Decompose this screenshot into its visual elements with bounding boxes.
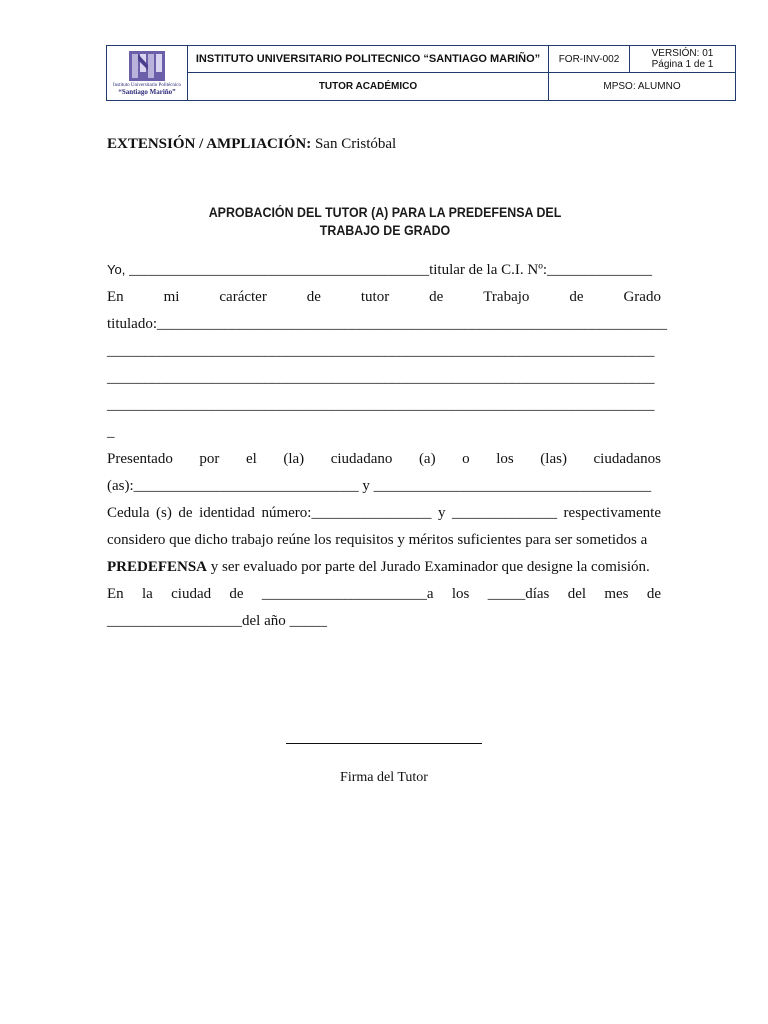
body-line-10 — [107, 503, 661, 530]
institute-name: INSTITUTO UNIVERSITARIO POLITECNICO “SANTIAGO MARIÑO” — [188, 46, 549, 73]
page-label: Página 1 de 1 — [651, 59, 714, 70]
word: de — [178, 505, 193, 521]
body-line-9: (as):______________________________ y _____________________________________ — [107, 478, 652, 494]
word: de — [306, 289, 321, 305]
word: de — [646, 586, 661, 602]
word: mi — [163, 289, 180, 305]
extension-value: San Cristóbal — [311, 136, 397, 152]
word: respectivamente — [563, 505, 661, 521]
word: carácter — [219, 289, 267, 305]
word: En — [107, 586, 124, 602]
word: de — [429, 289, 444, 305]
form-code: FOR-INV-002 — [549, 46, 630, 73]
predefensa-rest: y ser evaluado por parte del Jurado Examinador que designe la comisión. — [207, 559, 650, 575]
body-line-2 — [107, 287, 661, 314]
body-line-5: _________________________________________________________________________ — [107, 370, 655, 386]
word: (s) — [156, 505, 172, 521]
word: ______________ — [452, 505, 558, 521]
body-line-8 — [107, 449, 661, 476]
version-cell — [630, 46, 736, 73]
word: identidad — [199, 505, 255, 521]
yo-fields: ________________________________________titular de la C.I. Nº:______________ — [125, 262, 653, 278]
institute-logo-icon — [129, 51, 165, 81]
body-line-6: _________________________________________________________________________ — [107, 397, 655, 413]
word: En — [107, 289, 124, 305]
word: el — [245, 451, 257, 467]
extension-label: EXTENSIÓN / AMPLIACIÓN: — [107, 136, 312, 152]
word: (a) — [418, 451, 436, 467]
word: (la) — [283, 451, 305, 467]
word: tutor — [360, 289, 390, 305]
tutor-subtitle: TUTOR ACADÉMICO — [188, 73, 549, 101]
signature-label: Firma del Tutor — [340, 770, 428, 785]
form-title-line1: APROBACIÓN DEL TUTOR (A) PARA LA PREDEFENSA DEL — [208, 205, 562, 220]
word: por — [199, 451, 220, 467]
word: (las) — [540, 451, 567, 467]
word: ciudadanos — [593, 451, 661, 467]
word: de — [229, 586, 244, 602]
word: los — [451, 586, 470, 602]
word: número:________________ — [261, 505, 432, 521]
predefensa-label: PREDEFENSA — [107, 559, 208, 575]
word: de — [569, 289, 584, 305]
word: ______________________a — [261, 586, 434, 602]
form-body — [107, 260, 667, 638]
word: o — [462, 451, 470, 467]
body-line-1 — [107, 260, 661, 287]
word: Grado — [623, 289, 661, 305]
word: ciudad — [171, 586, 212, 602]
header-table — [106, 45, 736, 101]
form-title-line2: TRABAJO DE GRADO — [319, 223, 451, 238]
form-title — [129, 204, 641, 240]
body-line-12 — [107, 557, 661, 584]
extension-line — [107, 136, 396, 153]
signature-line — [286, 743, 482, 744]
logo-text-line2: “Santiago Mariño” — [118, 87, 176, 96]
word: y — [437, 505, 446, 521]
word: los — [496, 451, 514, 467]
word: Presentado — [107, 451, 173, 467]
word: del — [567, 586, 587, 602]
word: _____días — [487, 586, 550, 602]
word: la — [141, 586, 153, 602]
body-line-4: _________________________________________________________________________ — [107, 343, 655, 359]
logo-cell — [107, 46, 188, 101]
yo-label: Yo, — [107, 262, 126, 277]
version-label: VERSIÓN: 01 — [651, 48, 714, 59]
logo-text-line1: Instituto Universitario Politécnico — [112, 82, 182, 88]
word: mes — [604, 586, 629, 602]
word: ciudadano — [330, 451, 393, 467]
body-line-7: _ — [107, 424, 115, 440]
body-line-14: __________________del año _____ — [107, 613, 327, 629]
body-line-3: titulado:____________________________________________________________________ — [107, 316, 667, 332]
mpso-label: MPSO: ALUMNO — [549, 73, 736, 101]
body-line-11: considero que dicho trabajo reúne los requisitos y méritos suficientes para ser sometidos a — [107, 532, 648, 548]
body-line-13 — [107, 584, 661, 611]
word: Cedula — [107, 505, 150, 521]
word: Trabajo — [483, 289, 530, 305]
